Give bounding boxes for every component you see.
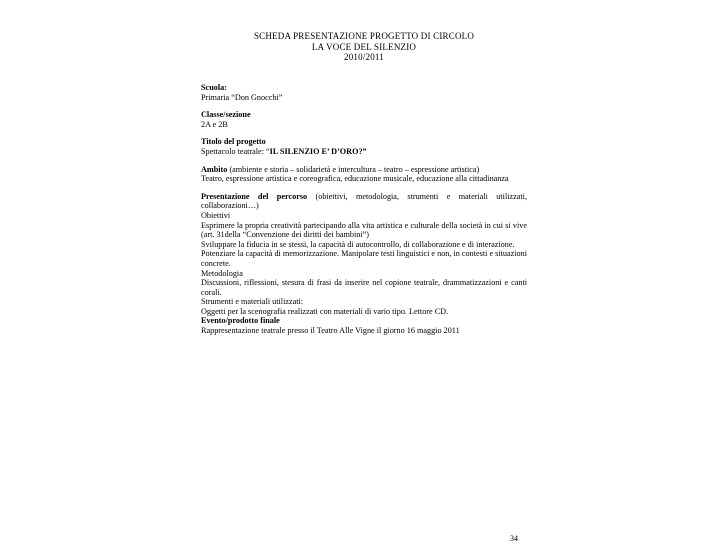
titolo-title: IL SILENZIO E’ D’ORO?” <box>269 146 367 156</box>
strumenti-text: Oggetti per la scenografia realizzati con materiali di vario tipo. Lettore CD. <box>201 306 449 316</box>
scuola-value: Primaria “Don Gnocchi” <box>201 92 283 102</box>
header-school-year: 2010/2011 <box>344 52 384 62</box>
evento-label: Evento/prodotto finale <box>201 316 280 326</box>
section-titolo <box>201 137 527 156</box>
header-project-name: LA VOCE DEL SILENZIO <box>311 41 417 52</box>
strumenti-label: Strumenti e materiali utilizzati: <box>201 297 304 307</box>
metodologia-text: Discussioni, riflessioni, stesura di frasi da inserire nel copione teatrale, drammatizzazioni e canti corali. <box>201 278 527 297</box>
presentazione-note: (obiettivi, metodologia, strumenti e materiali utilizzati, collaborazioni…) <box>201 191 527 211</box>
metodologia-label: Metodologia <box>201 268 243 278</box>
titolo-label: Titolo del progetto <box>201 137 266 147</box>
classe-label: Classe/sezione <box>201 110 251 120</box>
obiettivi-text-2: Sviluppare la fiducia in se stessi, la capacità di autocontrollo, di collaborazione e di interazione. <box>201 239 515 249</box>
section-scuola <box>201 83 527 102</box>
section-classe <box>201 110 527 129</box>
section-ambito <box>201 165 527 184</box>
presentazione-heading <box>201 192 527 211</box>
scuola-label: Scuola: <box>201 83 227 92</box>
section-presentazione <box>201 192 527 317</box>
titolo-value <box>201 147 527 157</box>
obiettivi-text-1: Esprimere la propria creatività partecipando alla vita artistica e culturale della società in cui si vive (art. 31della “Convenzione dei diritti dei bambini”) <box>201 220 527 240</box>
classe-value: 2A e 2B <box>201 119 228 129</box>
obiettivi-label: Obiettivi <box>201 210 231 220</box>
ambito-label: Ambito <box>201 164 228 174</box>
document-header <box>200 31 528 63</box>
evento-value: Rappresentazione teatrale presso il Teatro Alle Vigne il giorno 16 maggio 2011 <box>201 326 460 336</box>
titolo-prefix: Spettacolo teatrale: “ <box>201 146 270 156</box>
ambito-value: Teatro, espressione artistica e coreografica, educazione musicale, educazione alla cittadinanza <box>201 174 509 184</box>
section-evento <box>201 316 527 335</box>
document-content <box>201 83 527 336</box>
ambito-heading <box>201 165 527 175</box>
presentazione-label: Presentazione del percorso <box>201 191 308 201</box>
header-title: SCHEDA PRESENTAZIONE PROGETTO DI CIRCOLO <box>253 31 475 41</box>
page-number: 34 <box>510 534 518 543</box>
ambito-note: (ambiente e storia – solidarietà e intercultura – teatro – espressione artistica) <box>227 164 480 174</box>
obiettivi-text-3: Potenziare la capacità di memorizzazione. Manipolare testi linguistici e non, in contesti e situazioni concrete. <box>201 249 527 268</box>
